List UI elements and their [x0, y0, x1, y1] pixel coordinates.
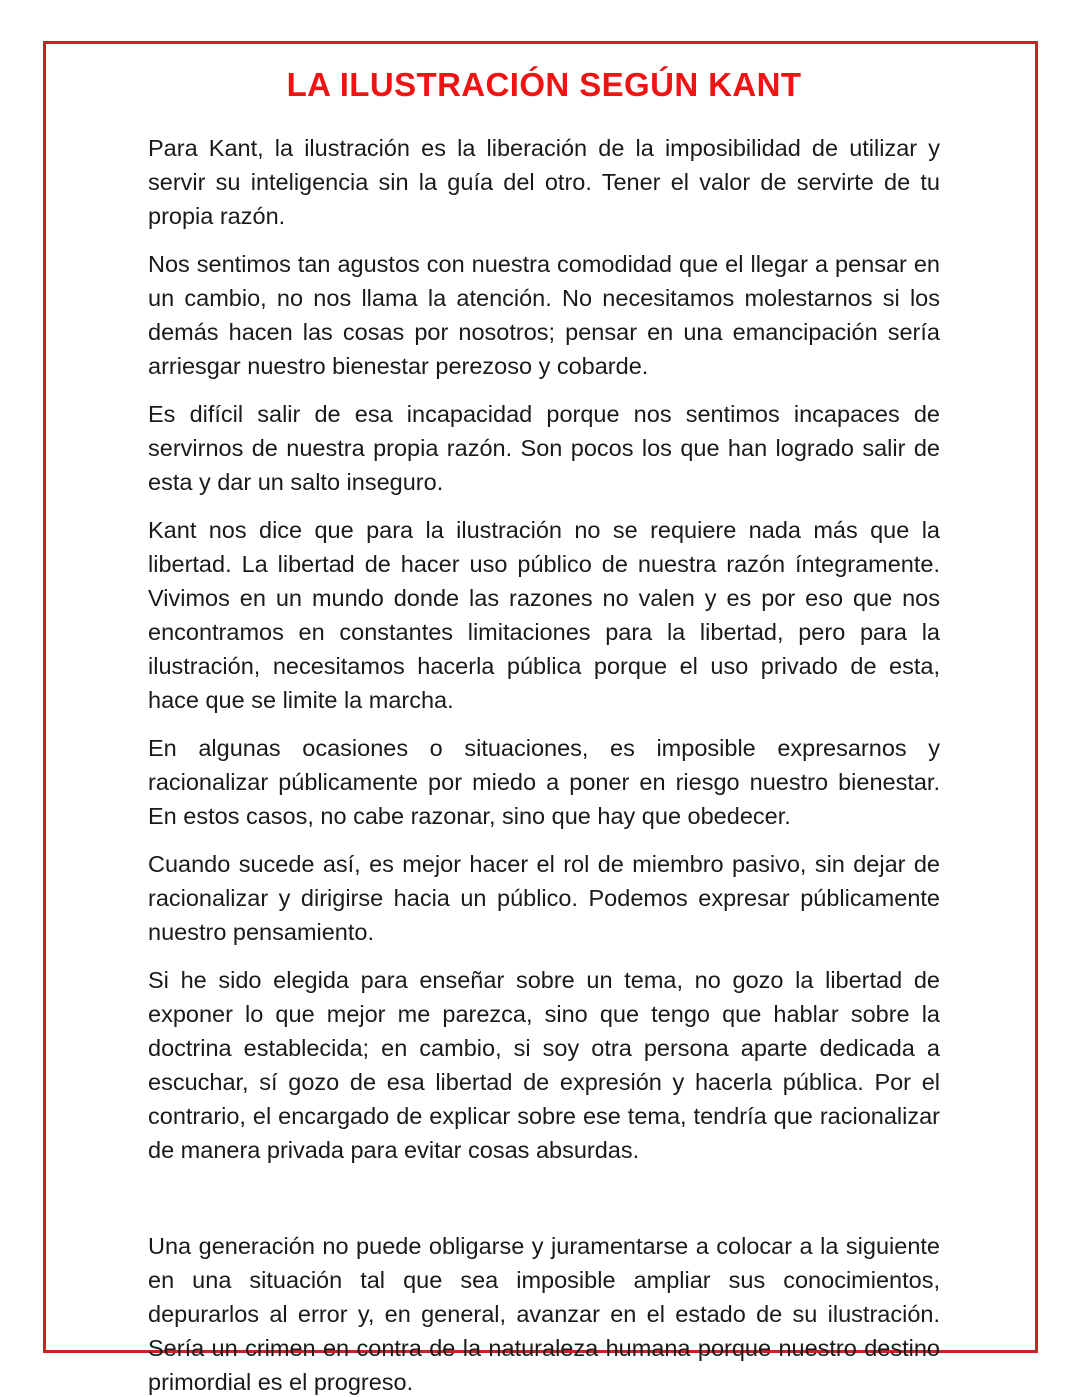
title-block [148, 64, 940, 107]
document-content [148, 64, 940, 1397]
paragraph-2: Nos sentimos tan agustos con nuestra comodidad que el llegar a pensar en un cambio, no nos llama la atención. No necesitamos molestarnos si los demás hacen las cosas por nosotros; pensar en una emancipación sería arriesgar nuestro bienestar perezoso y cobarde. [148, 251, 940, 380]
page-title: LA ILUSTRACIÓN SEGÚN KANT [286, 66, 802, 103]
paragraph-8: Una generación no puede obligarse y juramentarse a colocar a la siguiente en una situación tal que sea imposible ampliar sus conocimientos, depurarlos al error y, en general, avanzar en el estado de su ilustración. Sería un crimen en contra de la naturaleza humana porque nuestro destino primordial es el progreso. [148, 1233, 940, 1396]
paragraph-5: En algunas ocasiones o situaciones, es imposible expresarnos y racionalizar públicamente por miedo a poner en riesgo nuestro bienestar. En estos casos, no cabe razonar, sino que hay que obedecer. [148, 735, 940, 830]
paragraph-6: Cuando sucede así, es mejor hacer el rol de miembro pasivo, sin dejar de racionalizar y dirigirse hacia un público. Podemos expresar públicamente nuestro pensamiento. [148, 851, 940, 946]
paragraph-1: Para Kant, la ilustración es la liberación de la imposibilidad de utilizar y servir su inteligencia sin la guía del otro. Tener el valor de servirte de tu propia razón. [148, 135, 940, 230]
paragraph-7: Si he sido elegida para enseñar sobre un tema, no gozo la libertad de exponer lo que mejor me parezca, sino que tengo que hablar sobre la doctrina establecida; en cambio, si soy otra persona aparte dedicada a escuchar, sí gozo de esa libertad de expresión y hacerla pública. Por el contrario, el encargado de explicar sobre ese tema, tendría que racionalizar de manera privada para evitar cosas absurdas. [148, 967, 940, 1164]
paragraph-4: Kant nos dice que para la ilustración no se requiere nada más que la libertad. La libertad de hacer uso público de nuestra razón íntegramente. Vivimos en un mundo donde las razones no valen y es por eso que nos encontramos en constantes limitaciones para la libertad, pero para la ilustración, necesitamos hacerla pública porque el uso privado de esta, hace que se limite la marcha. [148, 517, 940, 714]
document-body [148, 131, 940, 1397]
paragraph-3: Es difícil salir de esa incapacidad porque nos sentimos incapaces de servirnos de nuestra propia razón. Son pocos los que han logrado salir de esta y dar un salto inseguro. [148, 401, 940, 496]
